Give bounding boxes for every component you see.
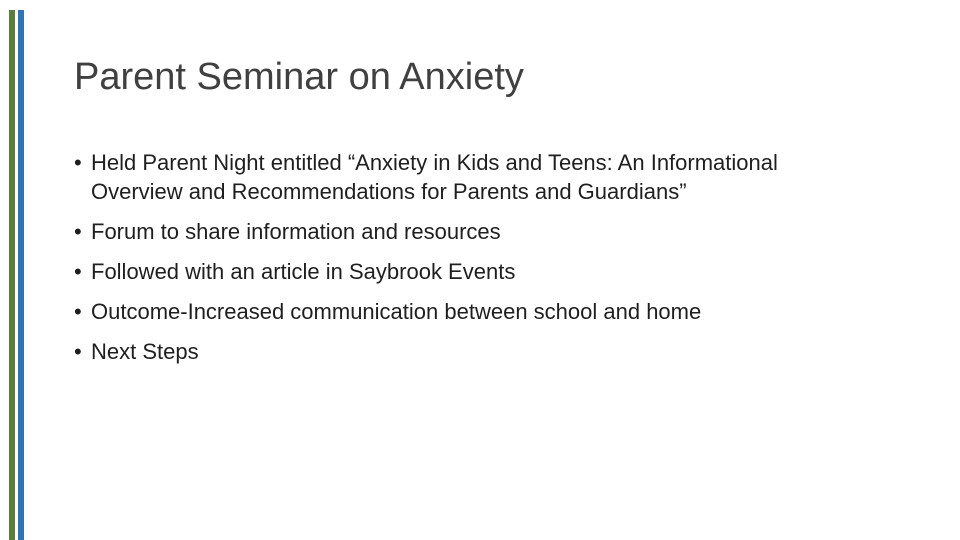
bullet-item bbox=[74, 257, 854, 286]
bullet-text: Outcome-Increased communication between school and home bbox=[91, 299, 702, 324]
bullet-text: Held Parent Night entitled “Anxiety in Kids and Teens: An Informational Overview and Recommendations for Parents and Guardians” bbox=[91, 150, 778, 204]
bullet-item bbox=[74, 297, 854, 326]
bullet-item bbox=[74, 217, 854, 246]
bullet-dot-icon: • bbox=[74, 299, 82, 324]
bullet-dot-icon: • bbox=[74, 259, 82, 284]
bullet-item bbox=[74, 337, 854, 366]
bullet-text: Next Steps bbox=[91, 339, 199, 364]
accent-bar-blue bbox=[18, 10, 24, 540]
bullet-list bbox=[74, 148, 854, 377]
bullet-dot-icon: • bbox=[74, 150, 82, 175]
bullet-item bbox=[74, 148, 854, 206]
slide-title: Parent Seminar on Anxiety bbox=[74, 56, 524, 98]
bullet-text: Followed with an article in Saybrook Events bbox=[91, 259, 516, 284]
accent-bar-green bbox=[9, 10, 15, 540]
bullet-text: Forum to share information and resources bbox=[91, 219, 501, 244]
bullet-dot-icon: • bbox=[74, 339, 82, 364]
bullet-dot-icon: • bbox=[74, 219, 82, 244]
